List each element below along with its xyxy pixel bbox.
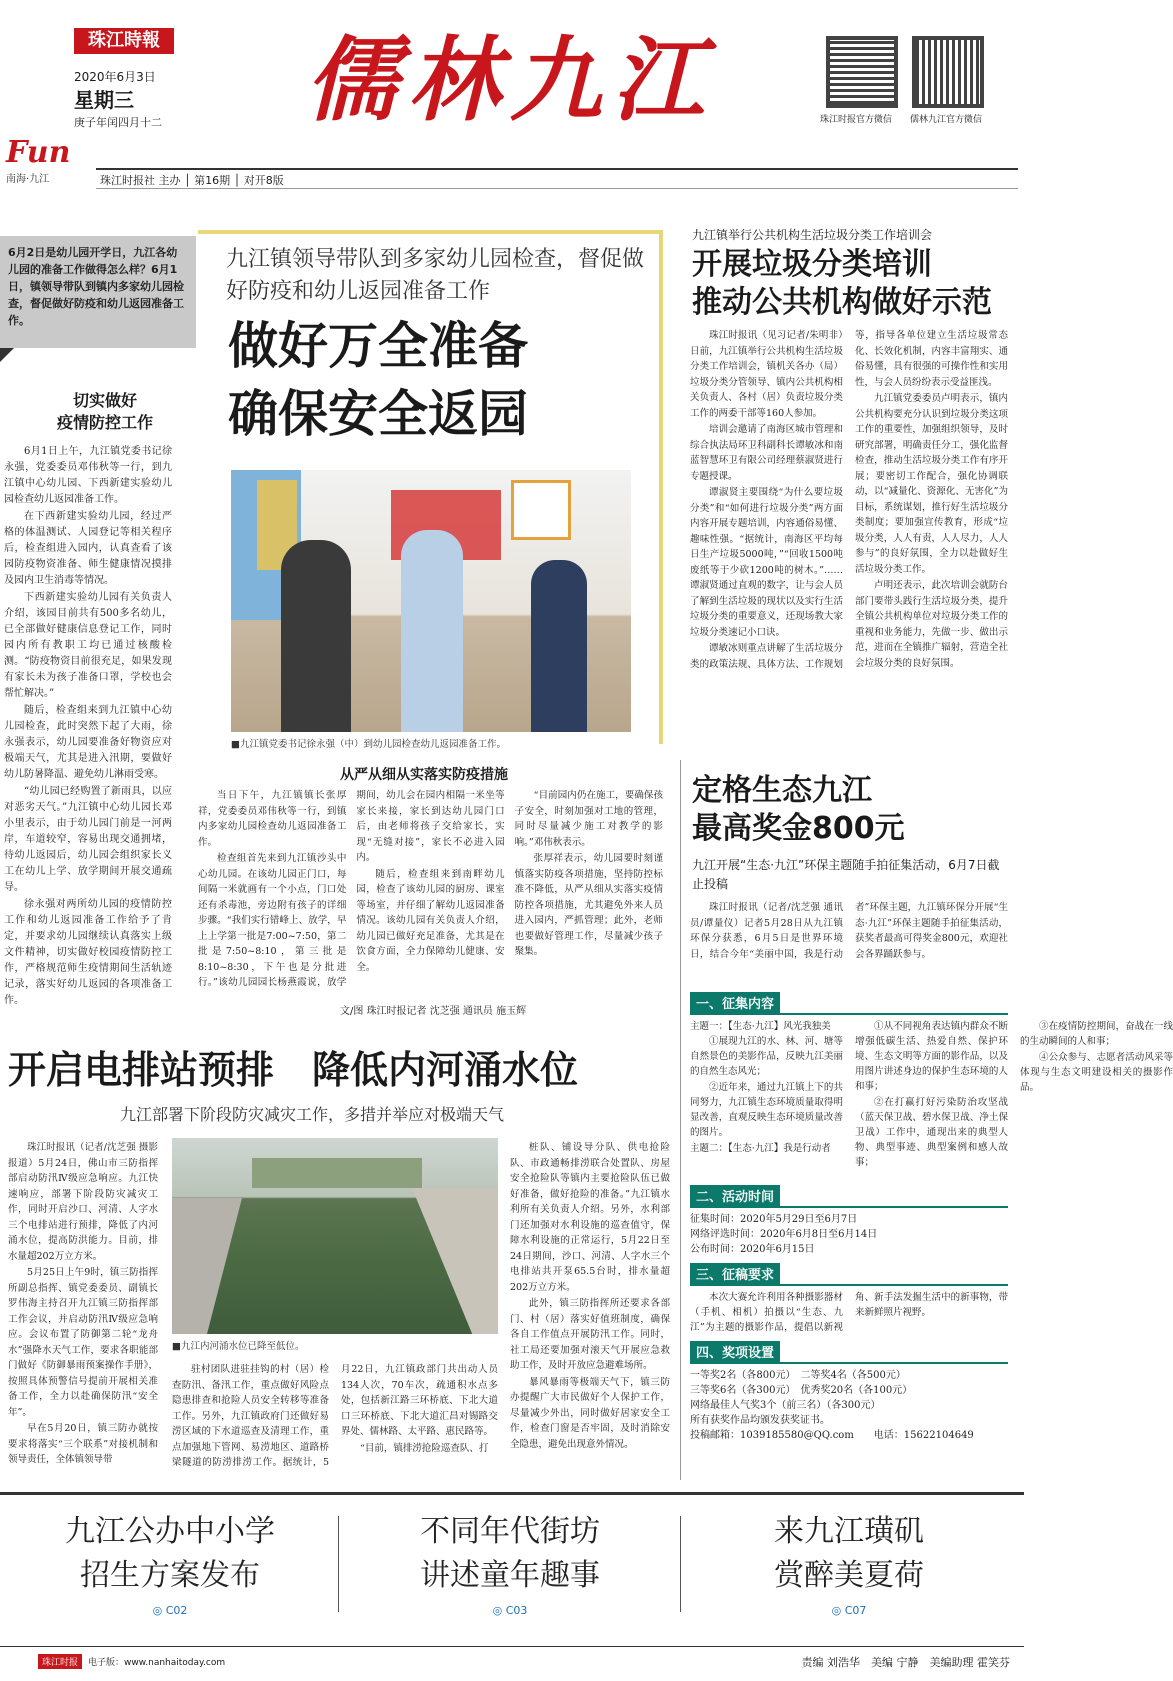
main-headline-2: 确保安全返园 [228,385,528,443]
teaser-divider-2 [680,1516,681,1612]
eco-s2-line: 征集时间：2020年5月29日至6月7日 [690,1214,858,1225]
lunar-date: 庚子年闰四月十二 [74,116,162,129]
eco-section-4-body [690,1368,1008,1443]
eco-s1-line: ①从不同视角表达镇内群众不断增强低碳生活、热爱自然、保护环境、生态文明等方面的影作品，以及用图片讲述身边的保护生态环境的人和事； [855,1021,1008,1092]
eco-s4-line: 三等奖6名（各300元） 优秀奖20名（各100元） [690,1385,913,1396]
main-left-paragraph: 随后，检查组来到九江镇中心幼儿园检查，此时突然下起了大雨，徐永强表示，幼儿园要准备好物资应对极端天气，尤其是进入汛期，要做好幼儿防暑降温、避免幼儿淋雨受寒。 [4,705,172,780]
drain-left-paragraph: 5月25日上午9时，镇三防指挥所副总指挥、镇党委委员、副镇长罗伟海主持召开九江镇三防指挥部工作会议，并启动防汛Ⅳ级应急响应。会议布置了防御第二轮“龙舟水”强降水天气工作，要求各职能部门做好《防御暴雨预案操作手册》，按照具体预警信号提前开展相关准备工作，全力以赴确保防汛“安全年”。 [8,1267,158,1418]
main-left-column [4,444,172,1004]
drain-left-paragraph: 珠江时报讯（记者/沈芝强 摄影报道）5月24日，佛山市三防指挥部启动防汛Ⅳ级应急响应。九江快速响应，部署下阶段防灾减灾工作，同时开启沙口、河清、人字水三个电排站进行预排，降低了内河涌水位，提高防洪能力。目前，排水量超202万立方米。 [8,1142,158,1262]
garbage-kicker: 九江镇举行公共机构生活垃圾分类工作培训会 [692,228,933,242]
teaser-2-page-number: C03 [505,1604,528,1617]
main-photo-caption: ■九江镇党委书记徐永强（中）到幼儿园检查幼儿返园准备工作。 [231,739,506,750]
eco-section-2-body [690,1212,1008,1257]
eco-s1-line: ③在疫情防控期间，奋战在一线的生动瞬间的人和事； [1020,1021,1173,1047]
page-marker-icon: ◎ [152,1604,166,1617]
river-photo [172,1138,498,1334]
footer-rule [0,1646,1024,1647]
qr-code-left [826,36,898,108]
teaser-3-line2: 赏醉美夏荷 [774,1558,924,1593]
garbage-headline-1: 开展垃圾分类培训 [692,247,932,282]
drain-left-column [8,1140,158,1480]
teaser-3-page-number: C07 [844,1604,867,1617]
eco-section-3-body [690,1290,1008,1335]
eco-s4-line: 网络最佳人气奖3个（前三名）（各300元） [690,1400,881,1411]
main-mid-paragraph: “目前园内仍在施工，要确保孩子安全，时刻加强对工地的管理，同时尽量减少施工对教学的影响。”邓伟秋表示。 [514,790,663,848]
main-left-paragraph: “幼儿园已经购置了新雨具，以应对恶劣天气。”九江镇中心幼儿园长邓小里表示，由于幼儿园门前是一河两岸，车道较窄，容易出现交通拥堵，待幼儿返园后，幼儿园会组织家长义工在幼儿上学、放学期间开展交通疏导。 [4,786,172,893]
river-photo-caption: ■九江内河涌水位已降至低位。 [172,1341,305,1352]
teaser-top-rule [0,1492,1024,1495]
newspaper-logo: 珠江時報 [74,28,174,54]
drain-right-paragraph: 桩队、铺设导分队、供电抢险队、市政通畅排涝联合处置队、房屋安全抢险队等镇内主要抢险队伍已做好准备，做好抢险的准备。”九江镇水利所有关负责人介绍。另外，水利部门还加强对水利设施的巡查值守，保障水利设施的正常运行，5月22日至24日期间，沙口、河清、人字水三个电排站共开泵65.5台时，排水量超202万立方米。 [510,1142,670,1293]
main-mid-paragraph: 当日下午，九江镇镇长张厚祥，党委委员邓伟秋等一行，到镇内多家幼儿园检查幼儿返园准备工作。 [198,790,347,848]
teaser-2[interactable] [350,1510,670,1630]
eco-section-4-title: 四、奖项设置 [690,1341,780,1362]
page-marker-icon: ◎ [492,1604,506,1617]
eco-section-1-title: 一、征集内容 [690,992,780,1013]
main-kicker: 九江镇领导带队到多家幼儿园检查，督促做好防疫和幼儿返园准备工作 [226,247,645,304]
eco-s4-line: 一等奖2名（各800元） 二等奖4名（各500元） [690,1370,906,1381]
drain-right-paragraph: 暴风暴雨等极端天气下，镇三防办提醒广大市民做好个人保护工作，尽量减少外出，同时做好居家安全工作，检查门窗是否牢固，及时消除安全隐患，避免出现意外情况。 [510,1376,670,1450]
teaser-2-line1: 不同年代街坊 [420,1514,600,1549]
teaser-3[interactable] [694,1510,1004,1630]
teaser-3-page[interactable] [694,1604,1004,1617]
main-mid-paragraph: 检查组首先来到九江镇沙头中心幼儿园。在该幼儿园正门口，每间隔一米就画有一个小点，门口处还有杀毒池，旁边附有孩子的详细步骤。“我们实行错峰上、放学，早上上学第一批是7:00~7:50，第二批是7:50~8:10，第三批是8:10~8:30，下午也是分批进行。”该幼儿园园长杨燕霞说，放学期间，幼儿会在园内相隔一米坐等家长来接，家长到达幼儿园门口后，由老师将孩子交给家长，实现“无缝对接”，家长不必进入园内。 [198,790,505,988]
teaser-1-page[interactable] [20,1604,320,1617]
left-subhead-1: 切实做好 [72,391,137,410]
eco-section-1-body [690,1019,1173,1179]
drain-headline: 开启电排站预排 降低内河涌水位 [8,1047,579,1092]
main-mid-columns [198,788,663,996]
main-story-frame-right [659,230,663,744]
footer-paper-logo: 珠江时报 [38,1654,82,1669]
issue-line: 珠江时报社 主办 │ 第16期 │ 对开8版 [100,174,284,187]
right-column-divider [680,760,681,1480]
eco-s1-line: ①展现九江的水、林、河、塘等自然景色的美影作品，反映九江美丽的自然生态风光； [690,1036,843,1077]
footer-site[interactable]: 电子版：www.nanhaitoday.com [88,1658,226,1668]
garbage-paragraph: 珠江时报讯（见习记者/朱明非）日前，九江镇举行公共机构生活垃圾分类工作培训会，镇机关各办（局）垃圾分类分管领导、镇内公共机构相关负责人、各村（居）负责垃圾分类工作的两委干部等160人参加。 [690,330,843,419]
garbage-headline-2: 推动公共机构做好示范 [692,285,992,320]
main-story-frame [198,230,663,234]
drain-deck: 九江部署下阶段防灾减灾工作，多措并举应对极端天气 [120,1105,505,1124]
main-headline-1: 做好万全准备 [228,317,528,375]
teaser-3-line1: 来九江璜矶 [774,1514,924,1549]
garbage-paragraph: 卢明还表示，此次培训会就防台部门要带头践行生活垃圾分类，提升全镇公共机构单位对垃圾分类工作的重视和业务能力，先做一步、做出示范，进而在全镇推广辐射，营造全社会垃圾分类的良好氛围。 [855,580,1008,669]
district-logo: Fun 南海·九江 [6,136,92,188]
qr-caption-left: 珠江时报官方微信 [820,115,893,125]
issue-date: 2020年6月3日 [74,70,156,84]
eco-s1-line: ②近年来，通过九江镇上下的共同努力，九江镇生态环境质量取得明显改善，直观反映生态环境质量改善的图片。 [690,1082,843,1138]
eco-intro-text: 珠江时报讯（记者/沈芝强 通讯员/谭量仪）记者5月28日从九江镇环保分获悉，6月5日是世界环境日，结合今年“美丽中国，我是行动者”环保主题，九江镇环保分开展“生态·九江”环保主题随手拍征集活动，获奖者最高可得奖金800元，欢迎社会各界踊跃参与。 [690,902,1008,960]
eco-s3-text: 本次大赛允许利用各种摄影器材（手机、相机）拍摄以“生态、九江”为主题的摄影作品，提倡以新视角、新手法发掘生活中的新事物，带来新鲜照片视野。 [690,1292,1008,1333]
drain-mid-paragraph: 驻村团队进驻挂钩的村（居）检查防汛、备汛工作，重点做好风险点隐患排查和抢险人员安全转移等准备工作。另外，九江镇政府门还做好易涝区域的下水道巡查及清理工作，重点加强地下管网、易涝地区、道路桥梁隧道的防涝排涝工作。据统计，5月22日，九江镇政部门共出动人员134人次，70车次，疏通积水点多处，包括新江路三环桥底、下北大道口三环桥底、下北大道汇昌对锡路交界处、儒林路、太平路、惠民路等。 [172,1364,498,1468]
drain-left-paragraph: 早在5月20日，镇三防办就按要求将落实“三个联系”对接机制和领导责任，全体镇领导带 [8,1423,158,1465]
drain-right-paragraph: 此外，镇三防指挥所还要求各部门、村（居）落实好值班制度，确保各自工作值点开展防汛工作。同时，社工局还要加强对滚天气开展应急救助工作，及时开放应急避难场所。 [510,1298,670,1371]
teaser-2-line2: 讲述童年趣事 [420,1558,600,1593]
eco-s2-line: 公布时间：2020年6月15日 [690,1244,815,1255]
lead-box-corner [0,348,14,362]
drain-mid-column [172,1362,498,1482]
eco-s4-line: 所有获奖作品均颁发获奖证书。 [690,1415,830,1426]
eco-s2-line: 网络评选时间：2020年6月8日至6月14日 [690,1229,878,1240]
eco-sections [690,986,1173,1476]
eco-deck: 九江开展“生态·九江”环保主题随手拍征集活动，6月7日截止投稿 [692,858,1000,891]
lead-box-text: 6月2日是幼儿园开学日，九江各幼儿园的准备工作做得怎么样？6月1日，镇领导带队到镇内多家幼儿园检查，督促做好防疫和幼儿返园准备工作。 [8,246,184,327]
qr-caption-right: 儒林九江官方微信 [910,115,983,125]
main-mid-paragraph: 张厚祥表示，幼儿园要时刻谨慎落实防疫各项措施，坚持防控标准不降低，从严从细从实落实疫情防控各项措施，尤其避免外来人员进入园内，严抓管理；此外，老师也要做好管理工作，尽量减少孩子聚集。 [514,853,663,957]
eco-s1-line: ②在打赢打好污染防治攻坚战（蓝天保卫战、碧水保卫战、净土保卫战）工作中，通现出来的典型人物、典型事迹、典型案例和感人故事； [855,1097,1008,1168]
teaser-1-line2: 招生方案发布 [80,1558,260,1593]
district-logo-text: 南海·九江 [6,174,50,185]
eco-s4-line: 投稿邮箱：1039185580@QQ.com 电话：15622104649 [690,1430,974,1441]
eco-section-3-title: 三、征稿要求 [690,1263,780,1284]
main-left-paragraph: 徐永强对两所幼儿园的疫情防控工作和幼儿返园准备工作给予了肯定，并要求幼儿园继续认真落实上级文件精神，切实做好校园疫情防控工作，严格规范师生疫情期间生活轨迹记录，落实好幼儿返园的各项准备工作。 [4,899,172,1006]
teaser-1-line1: 九江公办中小学 [65,1514,275,1549]
eco-s1-line: 主题二：【生态·九江】我是行动者 [690,1143,831,1154]
teaser-2-page[interactable] [350,1604,670,1617]
main-left-paragraph: 6月1日上午，九江镇党委书记徐永强，党委委员邓伟秋等一行，到九江镇中心幼儿园、下西新建实验幼儿园检查幼儿返园准备工作。 [4,446,172,505]
footer-editors: 责编 刘浩华 美编 宁静 美编助理 霍笑芬 [801,1656,1010,1669]
main-mid-subhead: 从严从细从实落实防疫措施 [340,767,508,783]
qr-code-right [912,36,984,108]
eco-intro [690,900,1008,980]
drain-right-column [510,1140,670,1480]
left-subhead-2: 疫情防控工作 [56,413,153,432]
eco-s1-line: 主题一：【生态·九江】风光我独美 [690,1021,831,1032]
eco-s1-line: ④公众参与、志愿者活动风采等体现与生态文明建设相关的摄影作品。 [1020,1052,1173,1093]
main-mid-paragraph: 随后，检查组来到南畔幼儿园，检查了该幼儿园的厨房、课室等场室，并仔细了解幼儿返园准备情况。该幼儿园有关负责人介绍，幼儿园已做好充足准备，尤其是在饮食方面，全力保障幼儿健康、安全。 [356,868,505,973]
masthead-rule [96,168,1018,170]
eco-headline-2: 最高奖金800元 [692,811,905,846]
eco-headline-1: 定格生态九江 [692,773,872,808]
teaser-divider-1 [338,1516,339,1612]
garbage-paragraph: 谭淑贤主要围绕“为什么要垃圾分类”和“如何进行垃圾分类”两方面内容开展专题培训，内容通俗易懂、趣味性强。“据统计，南海区平均每日生产垃圾5000吨，”“回收1500吨废纸等于少砍1200吨的树木。”……谭淑贤通过直观的数字，让与会人员了解到生活垃圾的现状以及实行生活垃圾分类的重要意义，还现场教大家垃圾分类速记小口诀。 [690,487,843,638]
lead-box [0,236,196,348]
masthead-rule-2 [96,188,1018,189]
main-byline: 文/图 珠江时报记者 沈芝强 通讯员 施玉辉 [340,1006,527,1017]
teaser-1[interactable] [20,1510,320,1630]
garbage-paragraph: 九江镇党委委员卢明表示，镇内公共机构要充分认识到垃圾分类这项工作的重要性，加强组织领导，及时研究部署，明确责任分工，强化监督检查，推动生活垃圾分类工作有序开展；要密切工作配合，强化协调联动，以“减量化、资源化、无害化”为目标，系统谋划，推行好生活垃圾分类制度；要加强宣传教育，形成“垃圾分类，人人有责，人人尽力，人人参与”的良好氛围，全力以赴做好生活垃圾分类工作。 [855,393,1008,575]
garbage-columns [690,328,1008,734]
kindergarten-photo [231,470,631,732]
teaser-1-page-number: C02 [165,1604,188,1617]
page-marker-icon: ◎ [831,1604,845,1617]
main-left-paragraph: 下西新建实验幼儿园有关负责人介绍，该园目前共有500多名幼儿，已全部做好健康信息登记工作，同时园内所有教职工均已通过核酸检测。“防疫物资目前很充足，如果发现有家长未为孩子准备口罩，学校也会帮忙解决。” [4,592,172,699]
main-left-paragraph: 在下西新建实验幼儿园，经过严格的体温测试、人园登记等相关程序后，检查组进入园内，认真查看了该园防疫物资准备、师生健康情况摸排及园内卫生消毒等情况。 [4,511,172,586]
eco-section-2-title: 二、活动时间 [690,1185,780,1206]
garbage-paragraph: 谭敏冰则重点讲解了生活垃圾分类的政策法规、具体方法、工作规划等，指导各单位建立生活垃圾常态化、长效化机制，内容丰富翔实、通俗易懂，具有很强的可操作性和实用性，与会人员纷纷表示受益匪浅。 [690,330,1008,670]
drain-mid-paragraph: “目前，镇排涝抢险巡查队、打 [360,1442,489,1454]
issue-weekday: 星期三 [74,88,134,112]
garbage-paragraph: 培训会邀请了南海区城市管理和综合执法局环卫科副科长谭敏冰和南蓝智慧环卫有限公司经理蔡淑贤进行专题授课。 [690,424,843,482]
masthead-title: 儒林九江 [305,26,714,134]
